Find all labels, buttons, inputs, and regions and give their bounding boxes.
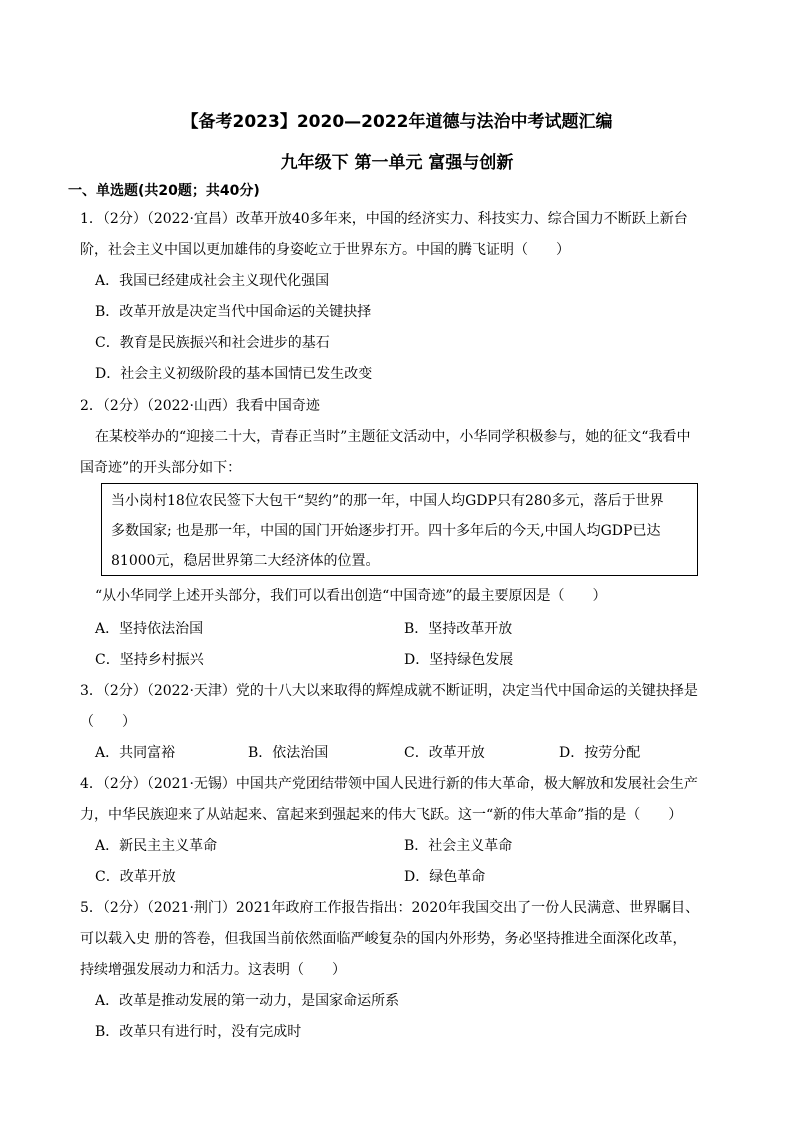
q3-stem-line1: 3．（2分）（2022·天津）党的十八大以来取得的辉煌成就不断证明，决定当代中国命运的关键抉择是	[80, 683, 698, 699]
section-heading: 一、单选题(共20题；共40分)	[68, 183, 260, 199]
q2-option-a: A．坚持依法治国	[95, 621, 204, 637]
q1-stem-line2: 阶，社会主义中国以更加雄伟的身姿屹立于世界东方。中国的腾飞证明（ ）	[80, 242, 570, 258]
q5-stem-line3: 持续增强发展动力和活力。这表明（ ）	[80, 962, 346, 978]
q3-option-b: B．依法治国	[248, 745, 329, 761]
q2-question: “从小华同学上述开头部分，我们可以看出创造“中国奇迹”的最主要原因是（ ）	[95, 588, 607, 604]
q2-quote-line1: 当小岗村18位农民签下大包干“契约”的那一年，中国人均GDP只有280多元，落后于世界	[111, 493, 664, 509]
q5-stem-line2: 可以载入史 册的答卷，但我国当前依然面临严峻复杂的国内外形势，务必坚持推进全面深化改革，	[80, 931, 687, 947]
q3-option-d: D．按劳分配	[559, 745, 641, 761]
q2-option-b: B．坚持改革开放	[404, 621, 513, 637]
q5-stem-line1: 5．（2分）（2021·荆门）2021年政府工作报告指出：2020年我国交出了一份人民满意、世界瞩目、	[80, 900, 700, 916]
q2-quote-line3: 81000元，稳居世界第二大经济体的位置。	[111, 553, 380, 569]
q1-option-c: C．教育是民族振兴和社会进步的基石	[95, 335, 330, 351]
q4-stem-line2: 力，中华民族迎来了从站起来、富起来到强起来的伟大飞跃。这一“新的伟大革命”指的是（ ）	[80, 807, 683, 823]
q4-option-b: B．社会主义革命	[404, 838, 513, 854]
q4-option-a: A．新民主主义革命	[95, 838, 218, 854]
q4-option-d: D．绿色革命	[404, 869, 486, 885]
q2-stem-line1: 2．（2分）（2022·山西）我看中国奇迹	[80, 398, 320, 414]
q1-stem-line1: 1．（2分）（2022·宜昌）改革开放40多年来，中国的经济实力、科技实力、综合国力不断跃上新台	[80, 211, 688, 227]
document-subtitle: 九年级下 第一单元 富强与创新	[280, 153, 514, 173]
document-title: 【备考2023】2020—2022年道德与法治中考试题汇编	[181, 112, 613, 132]
q2-intro-line2: 国奇迹”的开头部分如下：	[80, 460, 242, 476]
q4-stem-line1: 4．（2分）（2021·无锡）中国共产党团结带领中国人民进行新的伟大革命，极大解放和发展社会生产	[80, 776, 698, 792]
q3-stem-line2: （ ）	[80, 714, 136, 730]
q2-option-c: C．坚持乡村振兴	[95, 652, 204, 668]
q4-option-c: C．改革开放	[95, 869, 176, 885]
q1-option-d: D．社会主义初级阶段的基本国情已发生改变	[95, 366, 373, 382]
q2-option-d: D．坚持绿色发展	[404, 652, 514, 668]
q5-option-a: A．改革是推动发展的第一动力，是国家命运所系	[95, 993, 400, 1009]
q3-option-c: C．改革开放	[404, 745, 485, 761]
q2-quote-line2: 多数国家; 也是那一年，中国的国门开始逐步打开。四十多年后的今天,中国人均GDP已达	[111, 523, 661, 539]
q1-option-b: B．改革开放是决定当代中国命运的关键抉择	[95, 304, 372, 320]
q2-intro-line1: 在某校举办的“迎接二十大，青春正当时”主题征文活动中，小华同学积极参与，她的征文“我看中	[95, 429, 691, 445]
q1-option-a: A．我国已经建成社会主义现代化强国	[95, 273, 330, 289]
q2-quote-box	[101, 483, 698, 576]
q3-option-a: A．共同富裕	[95, 745, 176, 761]
q5-option-b: B．改革只有进行时，没有完成时	[95, 1024, 302, 1040]
